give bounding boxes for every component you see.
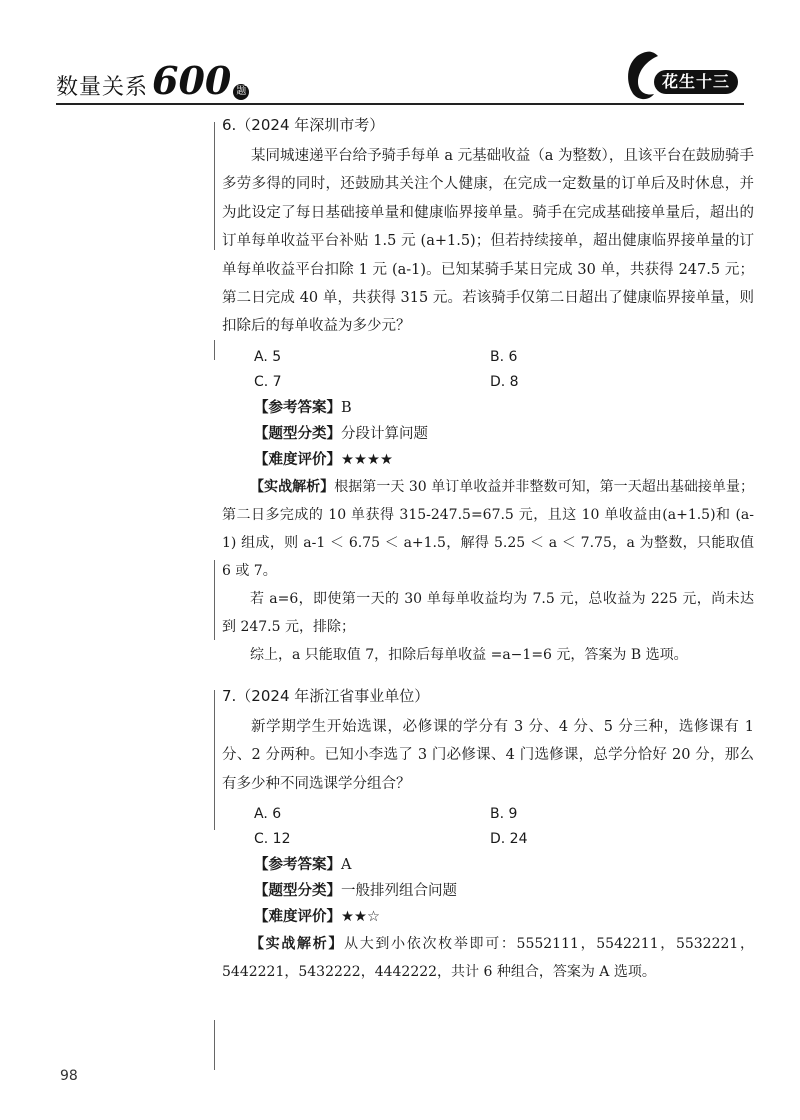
answer-row [254,852,754,878]
analysis-text: 根据第一天 30 单订单收益并非整数可知，第一天超出基础接单量；第二日多完成的 10 单获得 315-247.5=67.5 元，且这 10 单收益由(a+1.5)和 (a-1) 组成，则 a-1 ＜ 6.75 ＜ a+1.5，解得 5.25 ＜ a ＜ 7.75，a 为整数，只能取值 6 或 7。 [222,478,755,579]
answer-row [254,395,754,421]
question-title: 7.（2024 年浙江省事业单位） [222,686,430,705]
question-stem: 新学期学生开始选课，必修课的学分有 3 分、4 分、5 分三种，选修课有 1 分、2 分两种。已知小李选了 3 门必修课、4 门选修课，总学分恰好 20 分，那么有多少种不同选课学分组合？ [222,718,754,792]
option-a: A. 5 [254,348,282,365]
book-title-number: 600 [152,58,232,103]
analysis-label: 【实战解析】 [250,936,345,953]
type-value: 分段计算问题 [341,425,428,442]
analysis-paragraph: 综上，a 只能取值 7，扣除后每单收益 =a−1=6 元，答案为 B 选项。 [250,646,688,663]
margin-mark [214,122,215,152]
book-title-text: 数量关系 [56,75,149,100]
margin-mark [214,690,215,830]
type-row [254,878,754,904]
book-title [56,58,249,103]
page-number: 98 [60,1068,78,1084]
option-b: B. 6 [490,348,518,365]
difficulty-row [254,447,754,473]
answer-label: 【参考答案】 [254,398,341,416]
analysis-paragraph [222,930,754,986]
type-value: 一般排列组合问题 [341,883,457,900]
question-block [222,685,754,986]
question-stem: 某同城速递平台给予骑手每单 a 元基础收益（a 为整数），且该平台在鼓励骑手多劳多得的同时，还鼓励其关注个人健康，在完成一定数量的订单后及时休息，并为此设定了每日基础接单量和健康临界接单量。骑手在完成基础接单量后，超出的订单每单收益平台补贴 1.5 元 (a+1.5)；但若持续接单，超出健康临界接单量的订单每单收益平台扣除 1 元 (a-1)。已知某骑手某日完成 30 单，共获得 247.5 元；第二日完成 40 单，共获得 315 元。若该骑手仅第二日超出了健康临界接单量，则扣除后的每单收益为多少元？ [222,148,754,335]
option-a: A. 6 [254,806,282,823]
difficulty-stars: ★★☆ [341,909,380,926]
analysis-text: 从大到小依次枚举即可：5552111，5542211，5532221，5442221，5432222，4442222，共计 6 种组合，答案为 A 选项。 [222,936,754,981]
page-content [222,114,754,986]
margin-mark [214,340,215,360]
answer-label: 【参考答案】 [254,856,341,874]
type-label: 【题型分类】 [254,882,341,900]
book-title-suffix: 题 [233,84,249,100]
question-block [222,114,754,669]
difficulty-label: 【难度评价】 [254,450,341,468]
margin-mark [214,560,215,640]
margin-mark [214,150,215,250]
difficulty-row [254,904,754,930]
analysis-paragraph: 若 a=6，即使第一天的 30 单每单收益均为 7.5 元，总收益为 225 元，尚未达到 247.5 元，排除； [222,590,754,635]
option-d: D. 24 [490,831,528,848]
analysis-paragraph [222,473,754,585]
option-c: C. 7 [254,373,282,390]
answer-value: A [341,857,352,874]
option-c: C. 12 [254,831,291,848]
options-list [254,802,754,852]
option-d: D. 8 [490,373,519,390]
margin-mark [214,1020,215,1070]
type-row [254,421,754,447]
logo-text: 花生十三 [654,70,738,94]
options-list [254,345,754,395]
option-b: B. 9 [490,806,518,823]
analysis-label: 【实战解析】 [250,478,335,495]
difficulty-label: 【难度评价】 [254,908,341,926]
type-label: 【题型分类】 [254,424,341,442]
difficulty-stars: ★★★★ [341,451,393,468]
publisher-logo [618,48,748,104]
answer-value: B [341,399,352,416]
question-title: 6.（2024 年深圳市考） [222,116,385,134]
